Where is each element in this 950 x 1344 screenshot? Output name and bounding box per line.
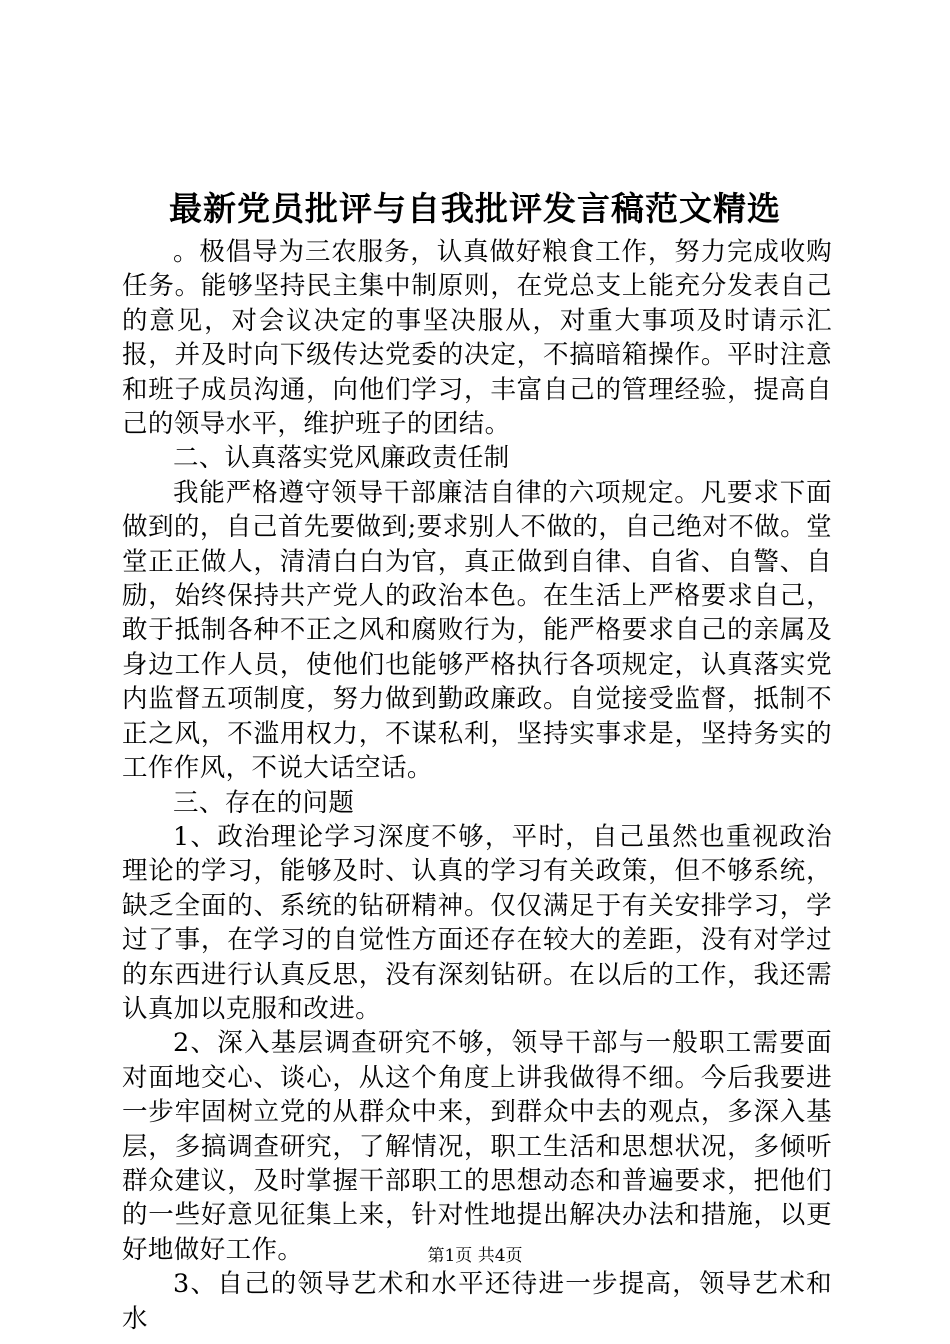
page-footer: 第1页 共4页 — [427, 1246, 523, 1266]
paragraph-problem-2: 2、深入基层调查研究不够，领导干部与一般职工需要面对面地交心、谈心，从这个角度上讲我做得不细。今后我要进一步牢固树立党的从群众中来，到群众中去的观点，多深入基层，多搞调查研究，了解情况，职工生活和思想状况，多倾听群众建议，及时掌握干部职工的思想动态和普遍要求，把他们的一些好意见征集上来，针对性地提出解决办法和措施，以更好地做好工作。 — [122, 1028, 832, 1265]
document-body — [122, 235, 832, 1336]
paragraph-intro: 。极倡导为三农服务，认真做好粮食工作，努力完成收购任务。能够坚持民主集中制原则，在党总支上能充分发表自己的意见，对会议决定的事坚决服从，对重大事项及时请示汇报，并及时向下级传达党委的决定，不搞暗箱操作。平时注意和班子成员沟通，向他们学习，丰富自己的管理经验，提高自己的领导水平，维护班子的团结。 — [122, 237, 832, 440]
paragraph-problem-1: 1、政治理论学习深度不够，平时，自己虽然也重视政治理论的学习，能够及时、认真的学习有关政策，但不够系统，缺乏全面的、系统的钻研精神。仅仅满足于有关安排学习，学过了事，在学习的自觉性方面还存在较大的差距，没有对学过的东西进行认真反思，没有深刻钻研。在以后的工作，我还需认真加以克服和改进。 — [122, 821, 832, 1024]
paragraph-problem-3: 3、自己的领导艺术和水平还待进一步提高，领导艺术和水 — [122, 1269, 832, 1334]
section-heading-3: 三、存在的问题 — [173, 787, 355, 818]
section-heading-2: 二、认真落实党风廉政责任制 — [173, 443, 510, 474]
paragraph-integrity: 我能严格遵守领导干部廉洁自律的六项规定。凡要求下面做到的，自己首先要做到;要求别人不做的，自己绝对不做。堂堂正正做人，清清白白为官，真正做到自律、自省、自警、自励，始终保持共产党人的政治本色。在生活上严格要求自己，敢于抵制各种不正之风和腐败行为，能严格要求自己的亲属及身边工作人员，使他们也能够严格执行各项规定，认真落实党内监督五项制度，努力做到勤政廉政。自觉接受监督，抵制不正之风，不滥用权力，不谋私利，坚持实事求是，坚持务实的工作作风，不说大话空话。 — [122, 477, 832, 784]
document-title: 最新党员批评与自我批评发言稿范文精选 — [169, 189, 781, 228]
